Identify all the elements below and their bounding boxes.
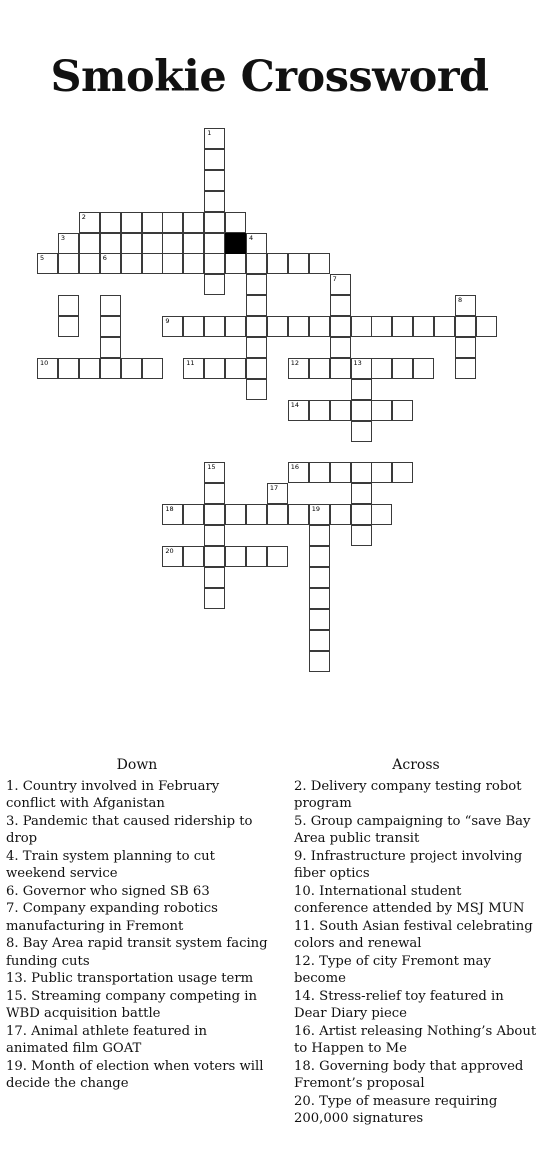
grid-cell[interactable] <box>288 253 309 274</box>
grid-cell[interactable] <box>204 358 225 379</box>
grid-cell[interactable] <box>204 170 225 191</box>
grid-cell[interactable] <box>309 316 330 337</box>
grid-cell[interactable] <box>246 546 267 567</box>
grid-cell[interactable] <box>476 316 497 337</box>
grid-cell[interactable] <box>455 316 476 337</box>
grid-cell[interactable] <box>183 212 204 233</box>
grid-cell[interactable] <box>309 630 330 651</box>
grid-cell[interactable] <box>330 337 351 358</box>
clue-number: 3 <box>60 233 66 242</box>
down-clue: 8. Bay Area rapid transit system facing funding cuts <box>6 936 268 969</box>
grid-cell[interactable] <box>392 316 413 337</box>
down-clue: 1. Country involved in February conflict with Afganistan <box>6 778 220 811</box>
grid-cell[interactable] <box>351 483 372 504</box>
grid-cell[interactable] <box>246 253 267 274</box>
grid-cell[interactable] <box>309 462 330 483</box>
grid-cell[interactable] <box>142 233 163 254</box>
grid-cell[interactable] <box>288 358 309 379</box>
grid-cell[interactable] <box>225 504 246 525</box>
across-clue: 5. Group campaigning to “save Bay Area public transit <box>294 813 531 846</box>
down-clue: 13. Public transportation usage term <box>6 971 254 986</box>
grid-cell[interactable] <box>351 504 372 525</box>
clue-number: 4 <box>249 233 254 242</box>
grid-cell[interactable] <box>309 546 330 567</box>
grid-cell[interactable] <box>288 462 309 483</box>
grid-cell[interactable] <box>267 316 288 337</box>
grid-cell[interactable] <box>225 316 246 337</box>
across-clue: 9. Infrastructure project involving fiber optics <box>294 848 523 881</box>
clue-number: 14 <box>290 400 300 409</box>
grid-cell[interactable] <box>309 567 330 588</box>
grid-cell[interactable] <box>100 358 121 379</box>
grid-cell[interactable] <box>58 316 79 337</box>
clue-number: 10 <box>40 358 49 367</box>
grid-black-square <box>225 233 246 254</box>
grid-cell[interactable] <box>100 233 121 254</box>
grid-cell[interactable] <box>225 358 246 379</box>
grid-cell[interactable] <box>162 504 183 525</box>
across-clue: 10. International student conference attended by MSJ MUN <box>294 883 525 916</box>
grid-cell[interactable] <box>204 149 225 170</box>
clue-number: 15 <box>207 463 216 472</box>
grid-cell[interactable] <box>183 233 204 254</box>
grid-cell[interactable] <box>309 358 330 379</box>
grid-cell[interactable] <box>100 212 121 233</box>
grid-cell[interactable] <box>246 504 267 525</box>
grid-cell[interactable] <box>225 546 246 567</box>
grid-cell[interactable] <box>162 253 183 274</box>
grid-cell[interactable] <box>121 253 142 274</box>
grid-cell[interactable] <box>330 358 351 379</box>
grid-cell[interactable] <box>267 253 288 274</box>
grid-cell[interactable] <box>371 316 392 337</box>
clue-number: 13 <box>353 358 362 367</box>
down-heading: Down <box>116 757 158 773</box>
grid-cell[interactable] <box>142 358 163 379</box>
clue-number: 19 <box>311 505 320 514</box>
grid-cell[interactable] <box>37 253 58 274</box>
clue-number: 7 <box>332 275 337 284</box>
across-heading: Across <box>392 757 440 773</box>
grid-cell[interactable] <box>371 462 392 483</box>
down-clue-list <box>6 778 268 1093</box>
grid-cell[interactable] <box>267 483 288 504</box>
clue-number: 9 <box>165 317 170 326</box>
across-clue: 14. Stress-relief toy featured in Dear Diary piece <box>294 988 504 1021</box>
grid-cell[interactable] <box>246 379 267 400</box>
grid-cell[interactable] <box>204 253 225 274</box>
page-title: Smokie Crossword <box>50 52 489 102</box>
grid-cell[interactable] <box>330 462 351 483</box>
across-clue: 16. Artist releasing Nothing’s About to Happen to Me <box>294 1023 537 1056</box>
grid-cell[interactable] <box>267 504 288 525</box>
grid-cell[interactable] <box>351 525 372 546</box>
grid-cell[interactable] <box>330 400 351 421</box>
grid-cell[interactable] <box>392 400 413 421</box>
grid-cell[interactable] <box>58 253 79 274</box>
clue-number: 20 <box>165 547 174 555</box>
grid-cell[interactable] <box>79 358 100 379</box>
grid-cell[interactable] <box>183 253 204 274</box>
grid-cell[interactable] <box>330 295 351 316</box>
grid-cell[interactable] <box>392 462 413 483</box>
grid-cell[interactable] <box>58 233 79 254</box>
grid-cell[interactable] <box>79 212 100 233</box>
grid-cell[interactable] <box>121 233 142 254</box>
down-clue: 17. Animal athlete featured in animated film GOAT <box>6 1023 207 1056</box>
grid-cell[interactable] <box>79 233 100 254</box>
across-clue: 18. Governing body that approved Fremont’s proposal <box>294 1058 524 1091</box>
grid-cell[interactable] <box>204 462 225 483</box>
grid-cell[interactable] <box>225 253 246 274</box>
grid-cell[interactable] <box>309 504 330 525</box>
grid-cell[interactable] <box>162 233 183 254</box>
grid-cell[interactable] <box>183 316 204 337</box>
grid-cell[interactable] <box>162 316 183 337</box>
grid-cell[interactable] <box>100 295 121 316</box>
down-clues-column <box>6 757 268 1093</box>
grid-cell[interactable] <box>100 337 121 358</box>
grid-cell[interactable] <box>351 316 372 337</box>
grid-cell[interactable] <box>392 358 413 379</box>
grid-cell[interactable] <box>121 212 142 233</box>
grid-cell[interactable] <box>204 233 225 254</box>
down-clue: 19. Month of election when voters will decide the change <box>6 1058 264 1091</box>
clue-number: 2 <box>81 212 86 221</box>
down-clue: 7. Company expanding robotics manufacturing in Fremont <box>6 901 218 934</box>
across-clue: 11. South Asian festival celebrating colors and renewal <box>294 918 533 951</box>
grid-cell[interactable] <box>371 400 392 421</box>
grid-cell[interactable] <box>309 400 330 421</box>
grid-cell[interactable] <box>100 253 121 274</box>
down-clue: 3. Pandemic that caused ridership to drop <box>6 813 253 846</box>
clue-number: 18 <box>165 505 174 514</box>
clue-number: 16 <box>290 463 300 472</box>
grid-cell[interactable] <box>246 358 267 379</box>
grid-cell[interactable] <box>58 295 79 316</box>
clue-number: 5 <box>40 254 45 263</box>
grid-cell[interactable] <box>162 546 183 567</box>
grid-cell[interactable] <box>267 546 288 567</box>
grid-cell[interactable] <box>371 504 392 525</box>
grid-cell[interactable] <box>100 316 121 337</box>
grid-cell[interactable] <box>183 358 204 379</box>
across-clue-list <box>294 778 538 1128</box>
down-clue: 6. Governor who signed SB 63 <box>6 883 210 899</box>
grid-cell[interactable] <box>455 295 476 316</box>
grid-cell[interactable] <box>246 316 267 337</box>
clue-number: 17 <box>269 484 279 493</box>
grid-cell[interactable] <box>183 504 204 525</box>
grid-cell[interactable] <box>371 358 392 379</box>
grid-cell[interactable] <box>183 546 204 567</box>
grid-cell[interactable] <box>351 379 372 400</box>
grid-cell[interactable] <box>309 525 330 546</box>
grid-cell[interactable] <box>288 400 309 421</box>
grid-cell[interactable] <box>204 567 225 588</box>
grid-cell[interactable] <box>434 316 455 337</box>
grid-cell[interactable] <box>58 358 79 379</box>
grid-cell[interactable] <box>413 316 434 337</box>
across-clue: 20. Type of measure requiring 200,000 signatures <box>294 1093 498 1126</box>
grid-cell[interactable] <box>351 421 372 442</box>
down-clue: 15. Streaming company competing in WBD acquisition battle <box>6 988 258 1021</box>
grid-cell[interactable] <box>246 233 267 254</box>
grid-cell[interactable] <box>142 253 163 274</box>
grid-cell[interactable] <box>309 588 330 609</box>
grid-cell[interactable] <box>142 212 163 233</box>
grid-cell[interactable] <box>246 337 267 358</box>
clue-number: 1 <box>207 129 212 137</box>
grid-cell[interactable] <box>204 588 225 609</box>
grid-cell[interactable] <box>330 504 351 525</box>
grid-cell[interactable] <box>288 504 309 525</box>
grid-cell[interactable] <box>309 651 330 672</box>
grid-cell[interactable] <box>37 358 58 379</box>
grid-cell[interactable] <box>79 253 100 274</box>
grid-cell[interactable] <box>204 546 225 567</box>
grid-cell[interactable] <box>351 400 372 421</box>
grid-cell[interactable] <box>225 212 246 233</box>
grid-cell[interactable] <box>330 316 351 337</box>
clue-number: 11 <box>186 358 195 367</box>
grid-cell[interactable] <box>455 358 476 379</box>
grid-cell[interactable] <box>162 212 183 233</box>
grid-cell[interactable] <box>204 316 225 337</box>
clue-number: 12 <box>290 358 300 367</box>
grid-cell[interactable] <box>204 128 225 149</box>
grid-cell[interactable] <box>204 525 225 546</box>
grid-cell[interactable] <box>204 504 225 525</box>
grid-cell[interactable] <box>330 274 351 295</box>
grid-cell[interactable] <box>455 337 476 358</box>
grid-cell[interactable] <box>309 253 330 274</box>
grid-cell[interactable] <box>309 609 330 630</box>
grid-cell[interactable] <box>351 358 372 379</box>
grid-cell[interactable] <box>351 462 372 483</box>
grid-cell[interactable] <box>413 358 434 379</box>
down-clue: 4. Train system planning to cut weekend service <box>6 848 215 881</box>
across-clue: 2. Delivery company testing robot program <box>294 778 522 811</box>
grid-cell[interactable] <box>121 358 142 379</box>
grid-cell[interactable] <box>246 295 267 316</box>
grid-cell[interactable] <box>204 274 225 295</box>
clue-number: 6 <box>102 254 107 263</box>
clue-number: 8 <box>458 296 463 305</box>
grid-cell[interactable] <box>204 191 225 212</box>
grid-cell[interactable] <box>204 212 225 233</box>
grid-cell[interactable] <box>288 316 309 337</box>
across-clues-column <box>294 757 538 1128</box>
grid-cell[interactable] <box>204 483 225 504</box>
across-clue: 12. Type of city Fremont may become <box>294 953 491 986</box>
grid-cell[interactable] <box>246 274 267 295</box>
